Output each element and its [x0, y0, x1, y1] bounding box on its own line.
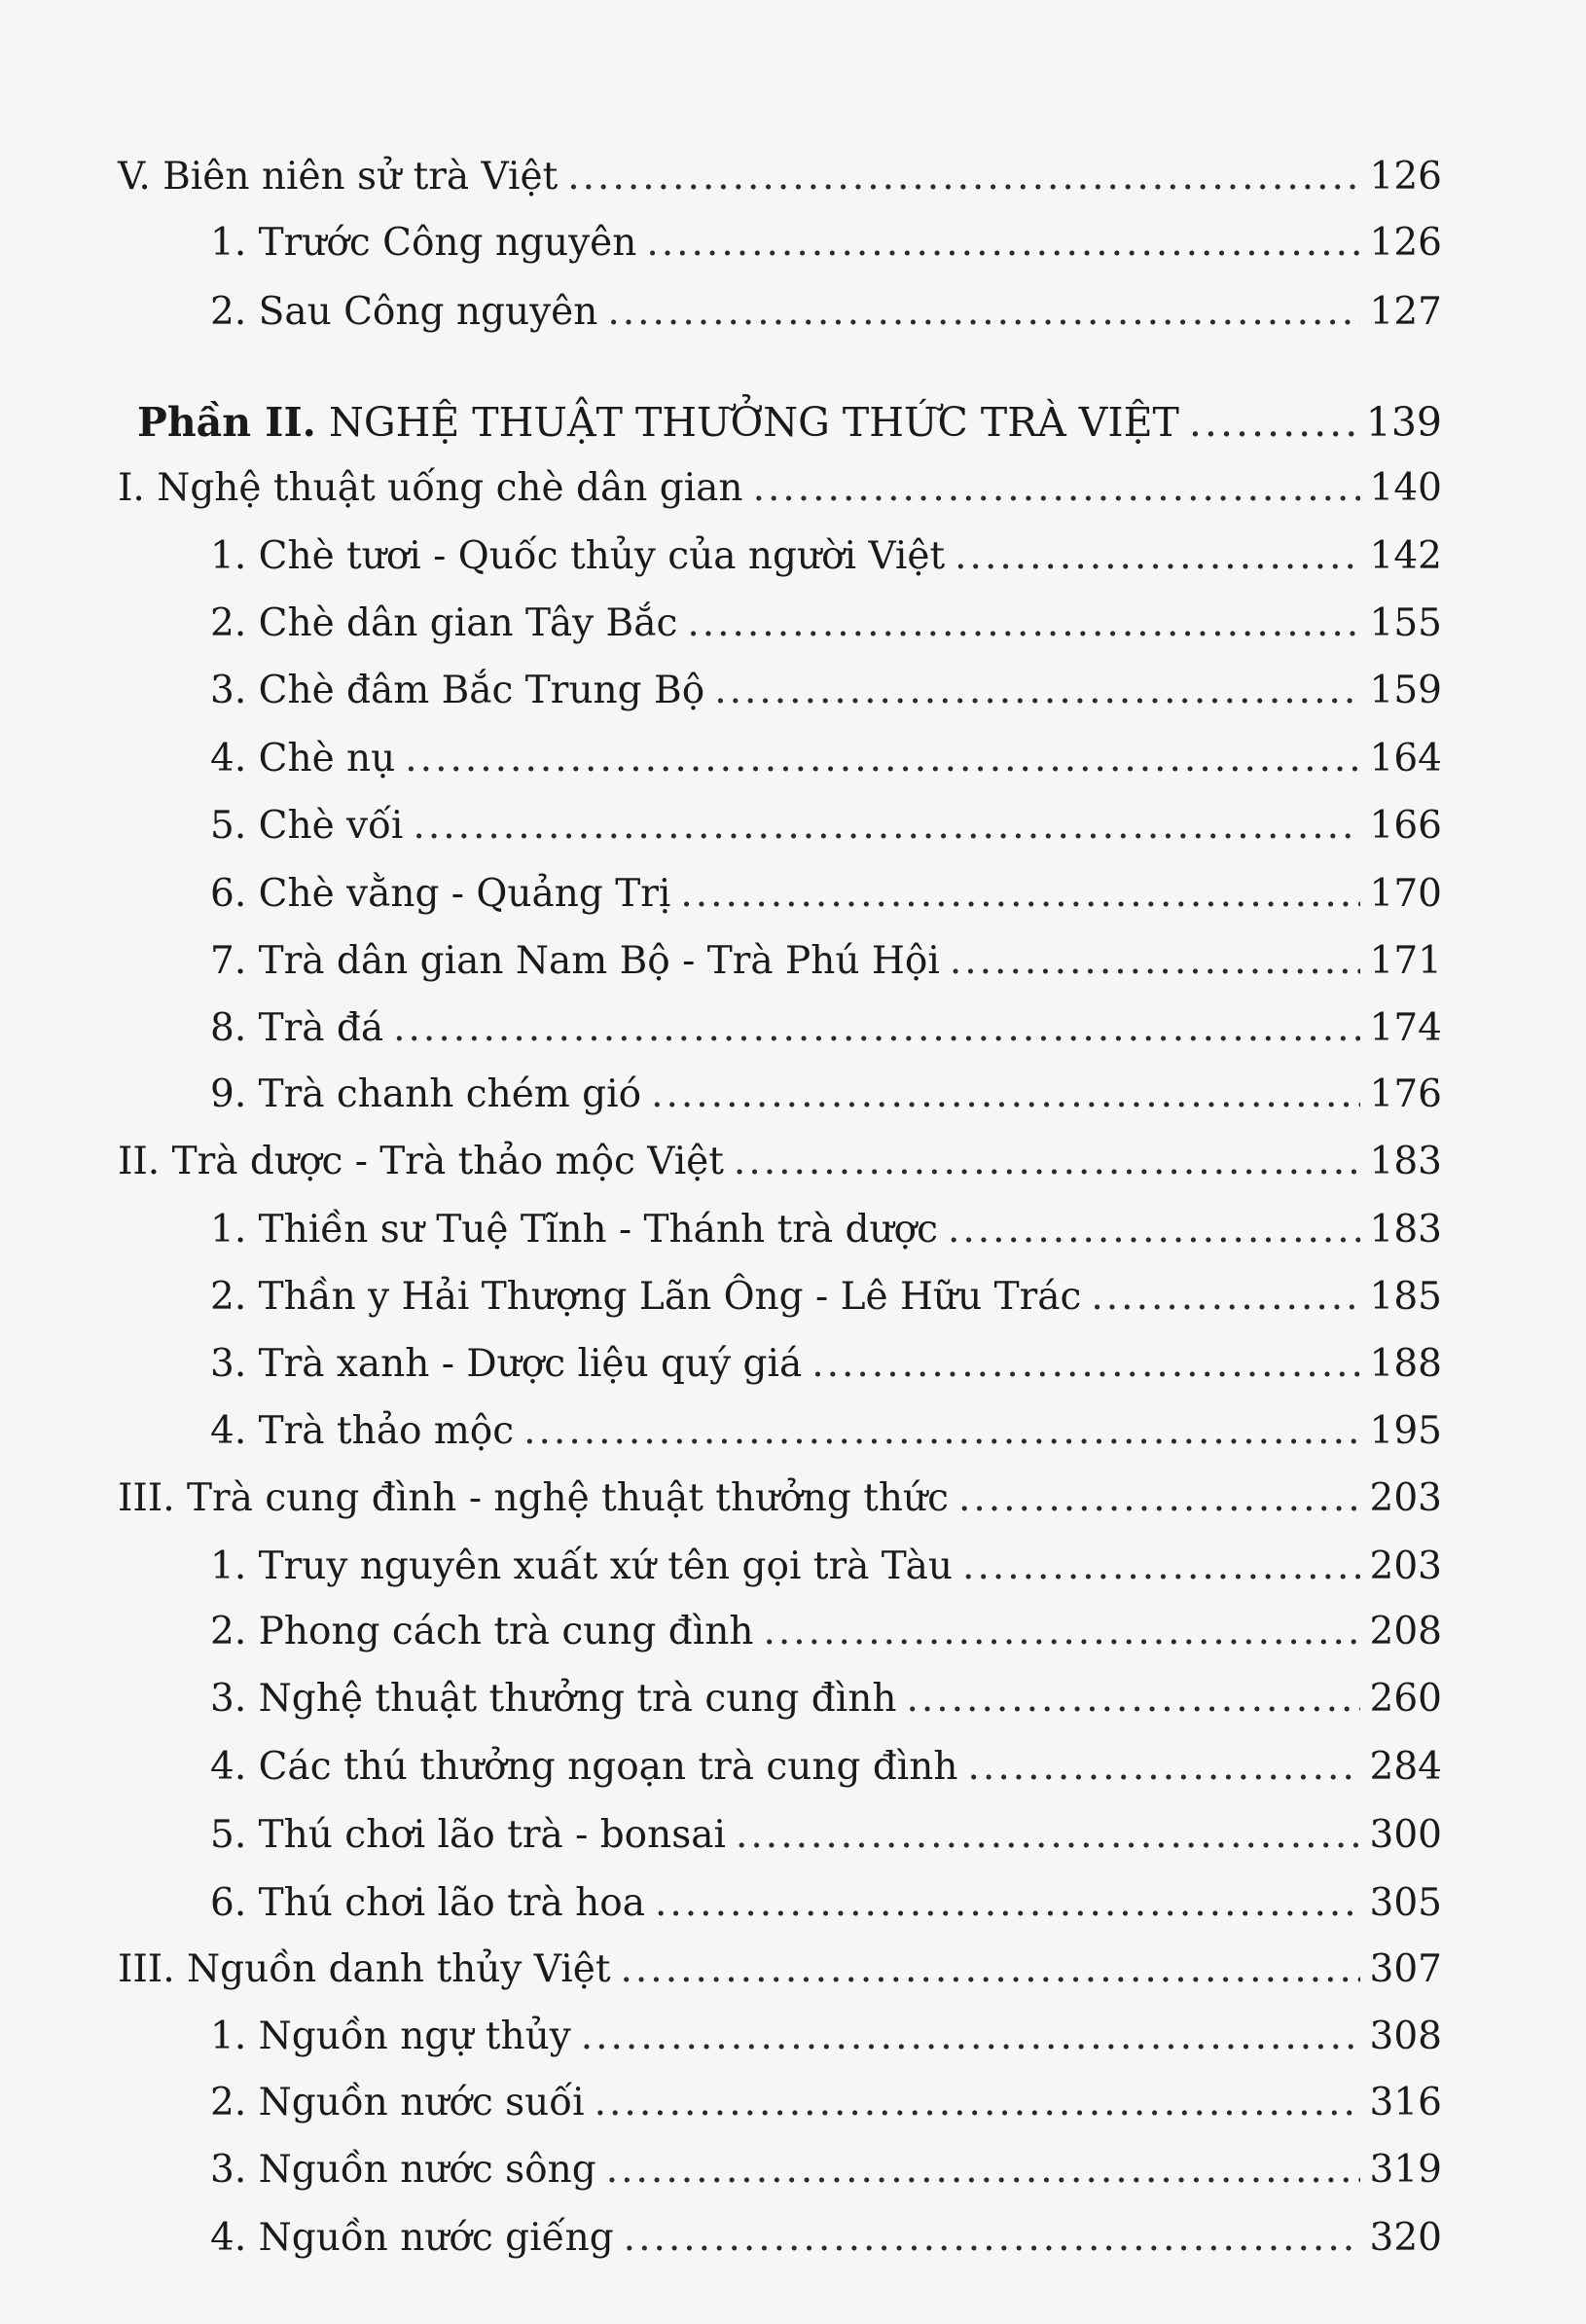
toc-page-number: 183 [1369, 1140, 1442, 1183]
toc-entry-title: 3. Trà xanh - Dược liệu quý giá [210, 1342, 803, 1386]
toc-page-number: 307 [1369, 1947, 1442, 1991]
dot-leader [405, 736, 1359, 782]
toc-page-number: 208 [1369, 1610, 1442, 1653]
toc-entry-title: 2. Thần y Hải Thượng Lãn Ông - Lê Hữu Trác [210, 1275, 1082, 1319]
dot-leader [595, 2080, 1360, 2126]
toc-entry-title: 3. Nguồn nước sông [210, 2148, 596, 2192]
toc-entry [210, 1274, 1442, 1321]
toc-page-number: 127 [1369, 290, 1442, 334]
toc-entry-title: I. Nghệ thuật uống chè dân gian [118, 466, 743, 510]
toc-page-number: 316 [1369, 2081, 1442, 2124]
toc-entry [210, 1408, 1442, 1455]
toc-entry-title: 3. Chè đâm Bắc Trung Bộ [210, 669, 705, 712]
toc-page-number: 203 [1369, 1476, 1442, 1520]
toc-entry [210, 2147, 1442, 2194]
dot-leader [651, 1071, 1359, 1118]
toc-entry [210, 1543, 1442, 1590]
toc-entry-title: 2. Sau Công nguyên [210, 290, 598, 334]
dot-leader [606, 2147, 1360, 2194]
dot-leader [958, 1475, 1360, 1522]
dot-leader [763, 1609, 1359, 1655]
toc-entry-title: 6. Thú chơi lão trà hoa [210, 1881, 645, 1925]
toc-page-number: 126 [1369, 155, 1442, 199]
toc-entry [210, 1676, 1442, 1723]
dot-leader [753, 465, 1360, 512]
toc-entry-title: 1. Truy nguyên xuất xứ tên gọi trà Tàu [210, 1544, 954, 1588]
dot-leader [736, 1812, 1360, 1859]
toc-part-prefix: Phần II. [137, 399, 316, 446]
dot-leader [393, 1005, 1359, 1052]
toc-entry-title: 1. Thiền sư Tuệ Tĩnh - Thánh trà dược [210, 1208, 938, 1252]
toc-section [118, 1475, 1442, 1522]
toc-entry [210, 289, 1442, 336]
toc-entry [210, 1812, 1442, 1859]
toc-entry [210, 803, 1442, 850]
toc-entry-title: 6. Chè vằng - Quảng Trị [210, 872, 671, 916]
toc-page-number: 164 [1369, 737, 1442, 781]
toc-page-number: 195 [1369, 1409, 1442, 1453]
dot-leader [607, 289, 1359, 336]
toc-entry [210, 1880, 1442, 1927]
toc-entry-title: III. Trà cung đình - nghệ thuật thưởng thức [118, 1476, 949, 1520]
toc-entry-title: 4. Các thú thưởng ngoạn trà cung đình [210, 1745, 958, 1789]
toc-entry [210, 938, 1442, 985]
dot-leader [655, 1880, 1360, 1927]
dot-leader [962, 1543, 1360, 1590]
toc-entry-title: 4. Chè nụ [210, 737, 396, 781]
toc-entry-title: 3. Nghệ thuật thưởng trà cung đình [210, 1677, 897, 1721]
toc-entry-title: 4. Nguồn nước giếng [210, 2216, 614, 2260]
dot-leader [948, 1207, 1360, 1253]
toc-page-number: 305 [1369, 1881, 1442, 1925]
toc-section [118, 154, 1442, 200]
toc-entry [210, 2080, 1442, 2126]
toc-entry-title: 2. Phong cách trà cung đình [210, 1610, 754, 1653]
toc-page-number: 159 [1369, 669, 1442, 712]
toc-part-heading [137, 399, 1442, 446]
dot-leader [413, 803, 1359, 850]
toc-page-number: 142 [1369, 534, 1442, 578]
dot-leader [950, 938, 1360, 985]
toc-entry-title: 2. Chè dân gian Tây Bắc [210, 601, 678, 645]
toc-page-number: 203 [1369, 1544, 1442, 1588]
toc-part-title: NGHỆ THUẬT THƯỞNG THỨC TRÀ VIỆT [315, 399, 1179, 446]
toc-entry [210, 736, 1442, 782]
toc-entry [210, 2215, 1442, 2262]
toc-entry [210, 2014, 1442, 2060]
dot-leader [1189, 399, 1356, 446]
toc-entry-title [137, 399, 1179, 446]
toc-entry-title: 8. Trà đá [210, 1006, 384, 1050]
dot-leader [581, 2014, 1360, 2060]
dot-leader [646, 220, 1359, 267]
toc-entry-title: 1. Chè tươi - Quốc thủy của người Việt [210, 534, 946, 578]
toc-entry [210, 1341, 1442, 1388]
toc-entry-title: III. Nguồn danh thủy Việt [118, 1947, 611, 1991]
toc-entry-title: 5. Chè vối [210, 804, 404, 848]
dot-leader [523, 1408, 1359, 1455]
dot-leader [687, 600, 1359, 647]
toc-section [118, 1946, 1442, 1993]
dot-leader [1091, 1274, 1359, 1321]
toc-entry [210, 220, 1442, 267]
toc-page-number: 170 [1369, 872, 1442, 916]
toc-entry-title: II. Trà dược - Trà thảo mộc Việt [118, 1140, 724, 1183]
toc-page-number: 320 [1369, 2216, 1442, 2260]
dot-leader [680, 871, 1359, 918]
toc-page-number: 300 [1369, 1813, 1442, 1857]
toc-entry [210, 1207, 1442, 1253]
toc-entry [210, 668, 1442, 714]
dot-leader [734, 1139, 1360, 1185]
dot-leader [621, 1946, 1360, 1993]
dot-leader [811, 1341, 1359, 1388]
toc-page-number: 171 [1369, 939, 1442, 983]
toc-page-number: 183 [1369, 1208, 1442, 1252]
dot-leader [955, 533, 1359, 580]
dot-leader [968, 1744, 1360, 1791]
toc-page-number: 139 [1365, 399, 1442, 446]
dot-leader [906, 1676, 1359, 1723]
toc-page-number: 185 [1369, 1275, 1442, 1319]
toc-entry [210, 600, 1442, 647]
toc-page-number: 319 [1369, 2148, 1442, 2192]
toc-entry-title: 4. Trà thảo mộc [210, 1409, 515, 1453]
dot-leader [567, 154, 1359, 200]
toc-entry-title: 9. Trà chanh chém gió [210, 1072, 642, 1116]
toc-page-number: 260 [1369, 1677, 1442, 1721]
toc-page-number: 176 [1369, 1072, 1442, 1116]
toc-page-number: 188 [1369, 1342, 1442, 1386]
toc-entry-title: 7. Trà dân gian Nam Bộ - Trà Phú Hội [210, 939, 940, 983]
toc-entry-title: V. Biên niên sử trà Việt [118, 155, 559, 199]
toc-page-number: 155 [1369, 601, 1442, 645]
toc-page-number: 174 [1369, 1006, 1442, 1050]
dot-leader [624, 2215, 1360, 2262]
toc-entry [210, 871, 1442, 918]
toc-entry [210, 1005, 1442, 1052]
toc-entry-title: 2. Nguồn nước suối [210, 2081, 585, 2124]
toc-entry-title: 5. Thú chơi lão trà - bonsai [210, 1813, 727, 1857]
toc-page-number: 166 [1369, 804, 1442, 848]
toc-section [118, 465, 1442, 512]
toc-page-number: 126 [1369, 221, 1442, 265]
toc-entry [210, 533, 1442, 580]
toc-page-number: 284 [1369, 1745, 1442, 1789]
toc-entry [210, 1071, 1442, 1118]
toc-entry-title: 1. Trước Công nguyên [210, 221, 637, 265]
toc-entry [210, 1744, 1442, 1791]
toc-section [118, 1139, 1442, 1185]
toc-entry [210, 1609, 1442, 1655]
toc-page-number: 308 [1369, 2015, 1442, 2058]
toc-entry-title: 1. Nguồn ngự thủy [210, 2015, 571, 2058]
dot-leader [714, 668, 1359, 714]
toc-page-number: 140 [1369, 466, 1442, 510]
